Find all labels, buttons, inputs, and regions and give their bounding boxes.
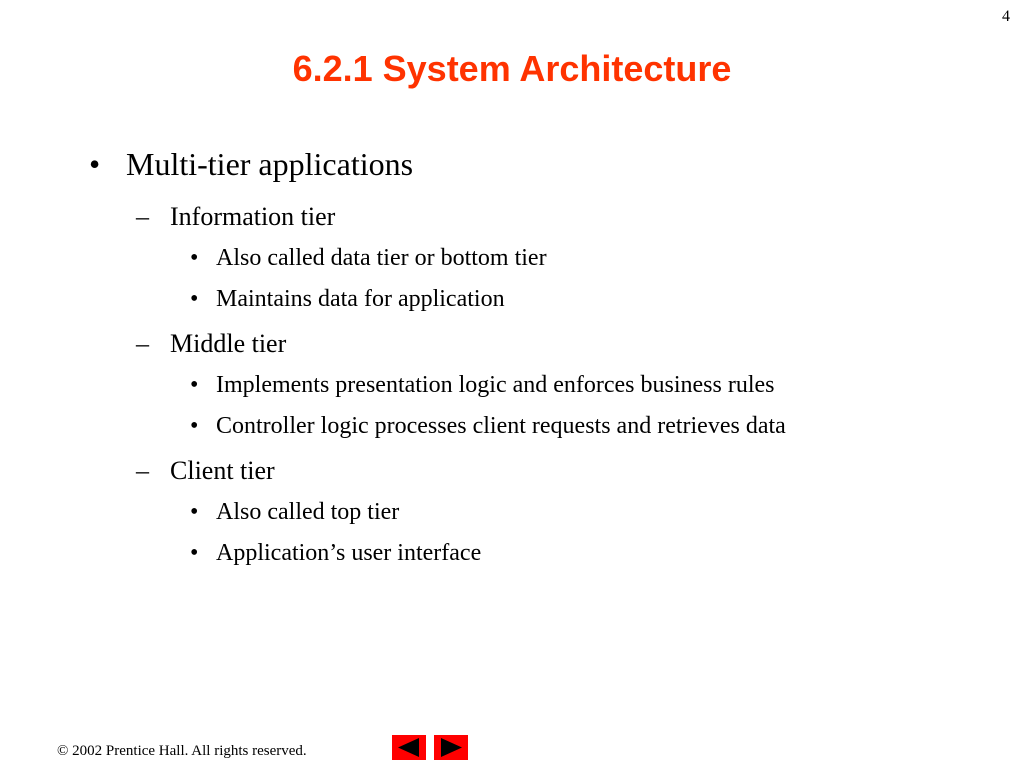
sub-item-label: Information tier bbox=[170, 202, 336, 231]
bullet-marker: • bbox=[190, 540, 199, 566]
detail-text: Maintains data for application bbox=[216, 286, 505, 312]
detail-text: Also called top tier bbox=[216, 499, 400, 525]
copyright-text: 2002 Prentice Hall. All rights reserved. bbox=[72, 743, 307, 759]
bullet-marker: • bbox=[89, 146, 101, 182]
previous-slide-button[interactable] bbox=[392, 735, 426, 760]
copyright-symbol: © bbox=[57, 743, 69, 759]
right-triangle-icon bbox=[434, 735, 468, 760]
detail-text: Controller logic processes client requests and retrieves data bbox=[216, 413, 786, 439]
detail-text: Implements presentation logic and enforces business rules bbox=[216, 372, 775, 398]
slide-title: 6.2.1 System Architecture bbox=[292, 48, 732, 89]
dash-marker: – bbox=[136, 202, 149, 231]
detail-text: Also called data tier or bottom tier bbox=[216, 245, 547, 271]
next-slide-button[interactable] bbox=[434, 735, 468, 760]
dash-marker: – bbox=[136, 329, 149, 358]
bullet-marker: • bbox=[190, 286, 199, 312]
bullet-marker: • bbox=[190, 372, 199, 398]
copyright-footer bbox=[57, 743, 307, 760]
bullet-marker: • bbox=[190, 413, 199, 439]
sub-item-label: Middle tier bbox=[170, 329, 287, 358]
page-number: 4 bbox=[1002, 8, 1010, 25]
bullet-marker: • bbox=[190, 245, 199, 271]
left-triangle-icon bbox=[392, 735, 426, 760]
sub-item-label: Client tier bbox=[170, 456, 275, 485]
detail-text: Application’s user interface bbox=[216, 540, 482, 566]
bullet-marker: • bbox=[190, 499, 199, 525]
dash-marker: – bbox=[136, 456, 149, 485]
bullet-text: Multi-tier applications bbox=[126, 146, 414, 182]
